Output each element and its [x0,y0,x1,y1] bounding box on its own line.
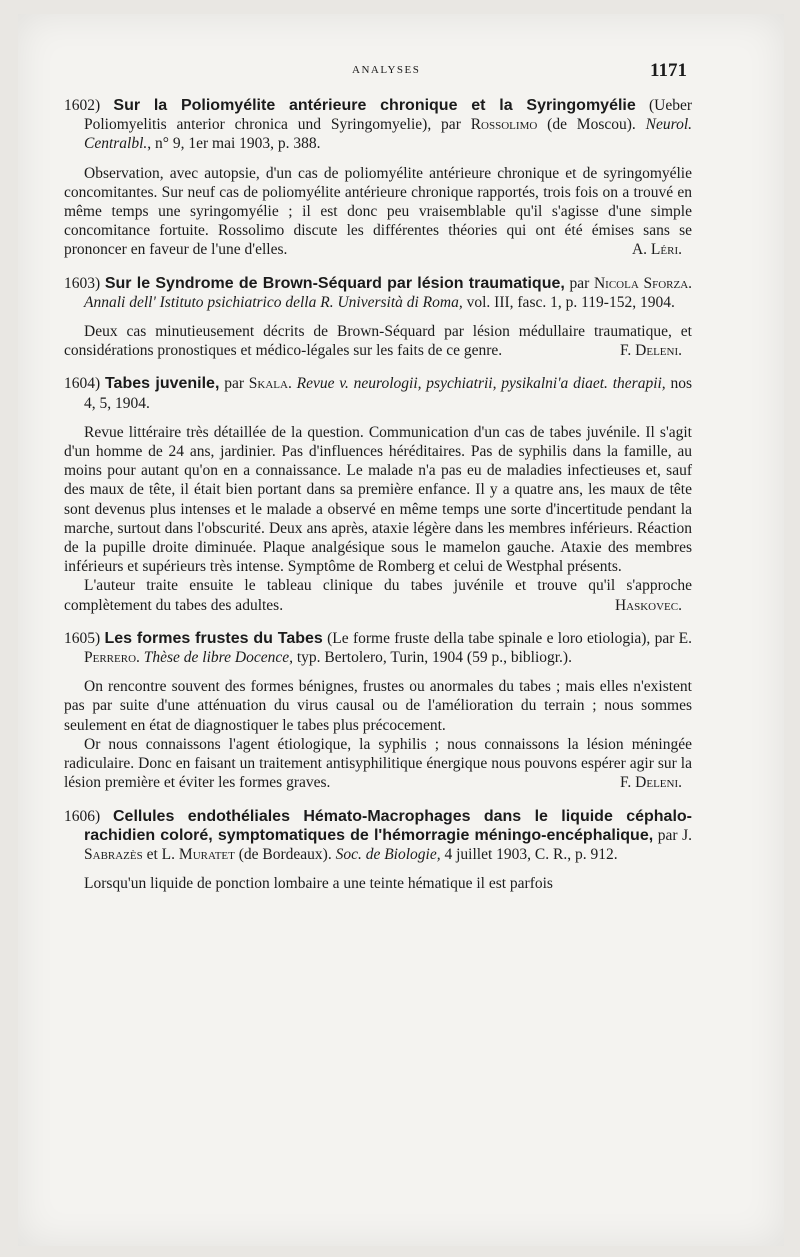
entry-reference: et L. [142,845,179,863]
entry-reference: . [688,274,693,292]
entry-heading [64,807,692,865]
entry-paragraph: Deux cas minutieusement décrits de Brown-Séquard par lésion médullaire traumatique, et considérations pronostiques et médico-légales sur les faits de ce genre. F. Deleni. [64,323,692,360]
entry-heading [64,274,692,312]
entry-journal: Soc. de Biologie, [335,845,441,863]
entry-reference: par J. [653,826,692,844]
entry-paragraph: Revue littéraire très détaillée de la question. Communication d'un cas de tabes juvénile. Il s'agit d'un homme de 24 ans, jardinier. Pas d'influences héréditaires. Pas de syphilis dans la famille, au moins pour autant qu'on en a connaissance. Le malade n'a pas eu de maladies infectieuses et, sauf des maux de tête, il était bien portant dans sa première enfance. Il y a quatre ans, les maux de tête sont devenus plus intenses et le malade a observé en même temps une sorte d'incertitude pendant la marche, surtout dans l'obscurité. Deux ans après, ataxie légère dans les membres inférieurs. Réaction de la pupille droite diminuée. Plaque analgésique sous le mamelon gauche. Ataxie des membres inférieurs et supérieurs très intense. Symptôme de Romberg et celui de Westphal présents. [64,423,692,576]
entry-signature: F. Deleni. [620,342,682,360]
entry-title: Tabes juvenile, [104,375,220,393]
entry-author: Nicola Sforza [593,274,689,292]
abstract-entry [64,274,692,361]
entry-reference: par [219,375,249,393]
entry-author: Skala [248,375,288,393]
entry-heading [64,374,692,412]
entry-number: 1602) [64,97,101,114]
abstract-entry [64,807,692,894]
entry-author: Muratet [178,845,235,863]
entry-number: 1606) [64,807,101,825]
entry-title: Sur le Syndrome de Brown-Séquard par lésion traumatique, [104,274,565,292]
entry-journal: Annali dell' Istituto psichiatrico della R. Università di Roma, [84,293,463,311]
entry-heading [64,629,692,667]
entry-reference: vol. III, fasc. 1, p. 119-152, 1904. [462,293,675,311]
entry-author: Rossolimo [470,116,538,134]
entry-paragraph: On rencontre souvent des formes bénignes, frustes ou anormales du tabes ; mais elles n'existent pas par suite d'une atténuation du virus causal ou de l'amélioration du terrain ; nous sommes seulement en état de diagnostiquer le tabes plus précocement. [64,678,692,734]
entry-reference: , n° 9, 1er mai 1903, p. 388. [147,135,321,153]
entry-reference: (de Bordeaux). [234,845,336,863]
entry-reference: (Le forme fruste della tabe spinale e loro etiologia), par E. [322,629,693,647]
entry-journal: Thèse de libre Docence, [143,649,293,667]
entry-title: Sur la Poliomyélite antérieure chronique et la Syringomyélie [113,97,636,114]
entry-reference: 4 juillet 1903, C. R., p. 912. [440,845,618,863]
entry-reference: . [136,649,144,667]
entry-journal: Revue v. neurologii, psychiatrii, pysikalni'a diaet. therapii, [296,375,666,393]
entry-author: Sabrazès [84,845,143,863]
entry-reference: nos 4, 5, 1904. [84,375,693,412]
entry-signature: A. Léri. [631,241,682,259]
entry-signature: F. Deleni. [620,774,682,792]
abstract-entry [64,629,692,793]
entry-journal: Neurol. Centralbl. [84,116,692,153]
entry-reference: (de Moscou). [537,116,646,134]
entry-paragraph: L'auteur traite ensuite le tableau clinique du tabes juvénile et trouve qu'il s'approche complètement du tabes des adultes. Haskovec. [64,577,692,614]
abstract-entry [64,96,692,260]
page-number: 1171 [650,60,687,81]
abstract-entry [64,374,692,614]
article-column [64,96,692,893]
entry-paragraph: Observation, avec autopsie, d'un cas de poliomyélite antérieure chronique et de syringomyélie concomitantes. Sur neuf cas de poliomyélite antérieure chronique rapportés, trois fois on a trouvé en même temps une syringomyélie ; il est donc peu vraisemblable qu'il s'agisse d'une simple concomitance fortuite. Rossolimo discute les différentes théories qui ont été émises sans se prononcer en faveur de l'une d'elles. A. Léri. [64,164,692,259]
entry-reference: (Ueber Poliomyelitis anterior chronica und Syringomyelie), par [84,97,693,134]
entry-paragraph: Or nous connaissons l'agent étiologique, la syphilis ; nous connaissons la lésion méningée radiculaire. Donc en faisant un traitement antisyphilitique énergique nous pouvons espérer agir sur la lésion première et éviter les formes graves. F. Deleni. [64,735,692,792]
entry-number: 1604) [64,375,101,393]
running-title: ANALYSES [352,64,421,76]
entry-number: 1603) [64,274,101,292]
entry-title: Les formes frustes du Tabes [104,629,323,647]
entry-signature: Haskovec. [614,596,682,614]
entry-paragraph: Lorsqu'un liquide de ponction lombaire a une teinte hématique il est parfois [84,875,553,893]
page-header [0,60,800,84]
entry-title: Cellules endothéliales Hémato-Macrophages dans le liquide céphalo-rachidien coloré, symptomatiques de l'hémorragie méningo-encéphalique, [84,807,693,844]
entry-reference: par [564,274,594,292]
entry-author: Perrero [84,649,137,667]
entry-heading [64,96,692,154]
entry-number: 1605) [64,629,101,647]
entry-reference: . [287,375,297,393]
entry-reference: typ. Bertolero, Turin, 1904 (59 p., bibliogr.). [292,649,572,667]
